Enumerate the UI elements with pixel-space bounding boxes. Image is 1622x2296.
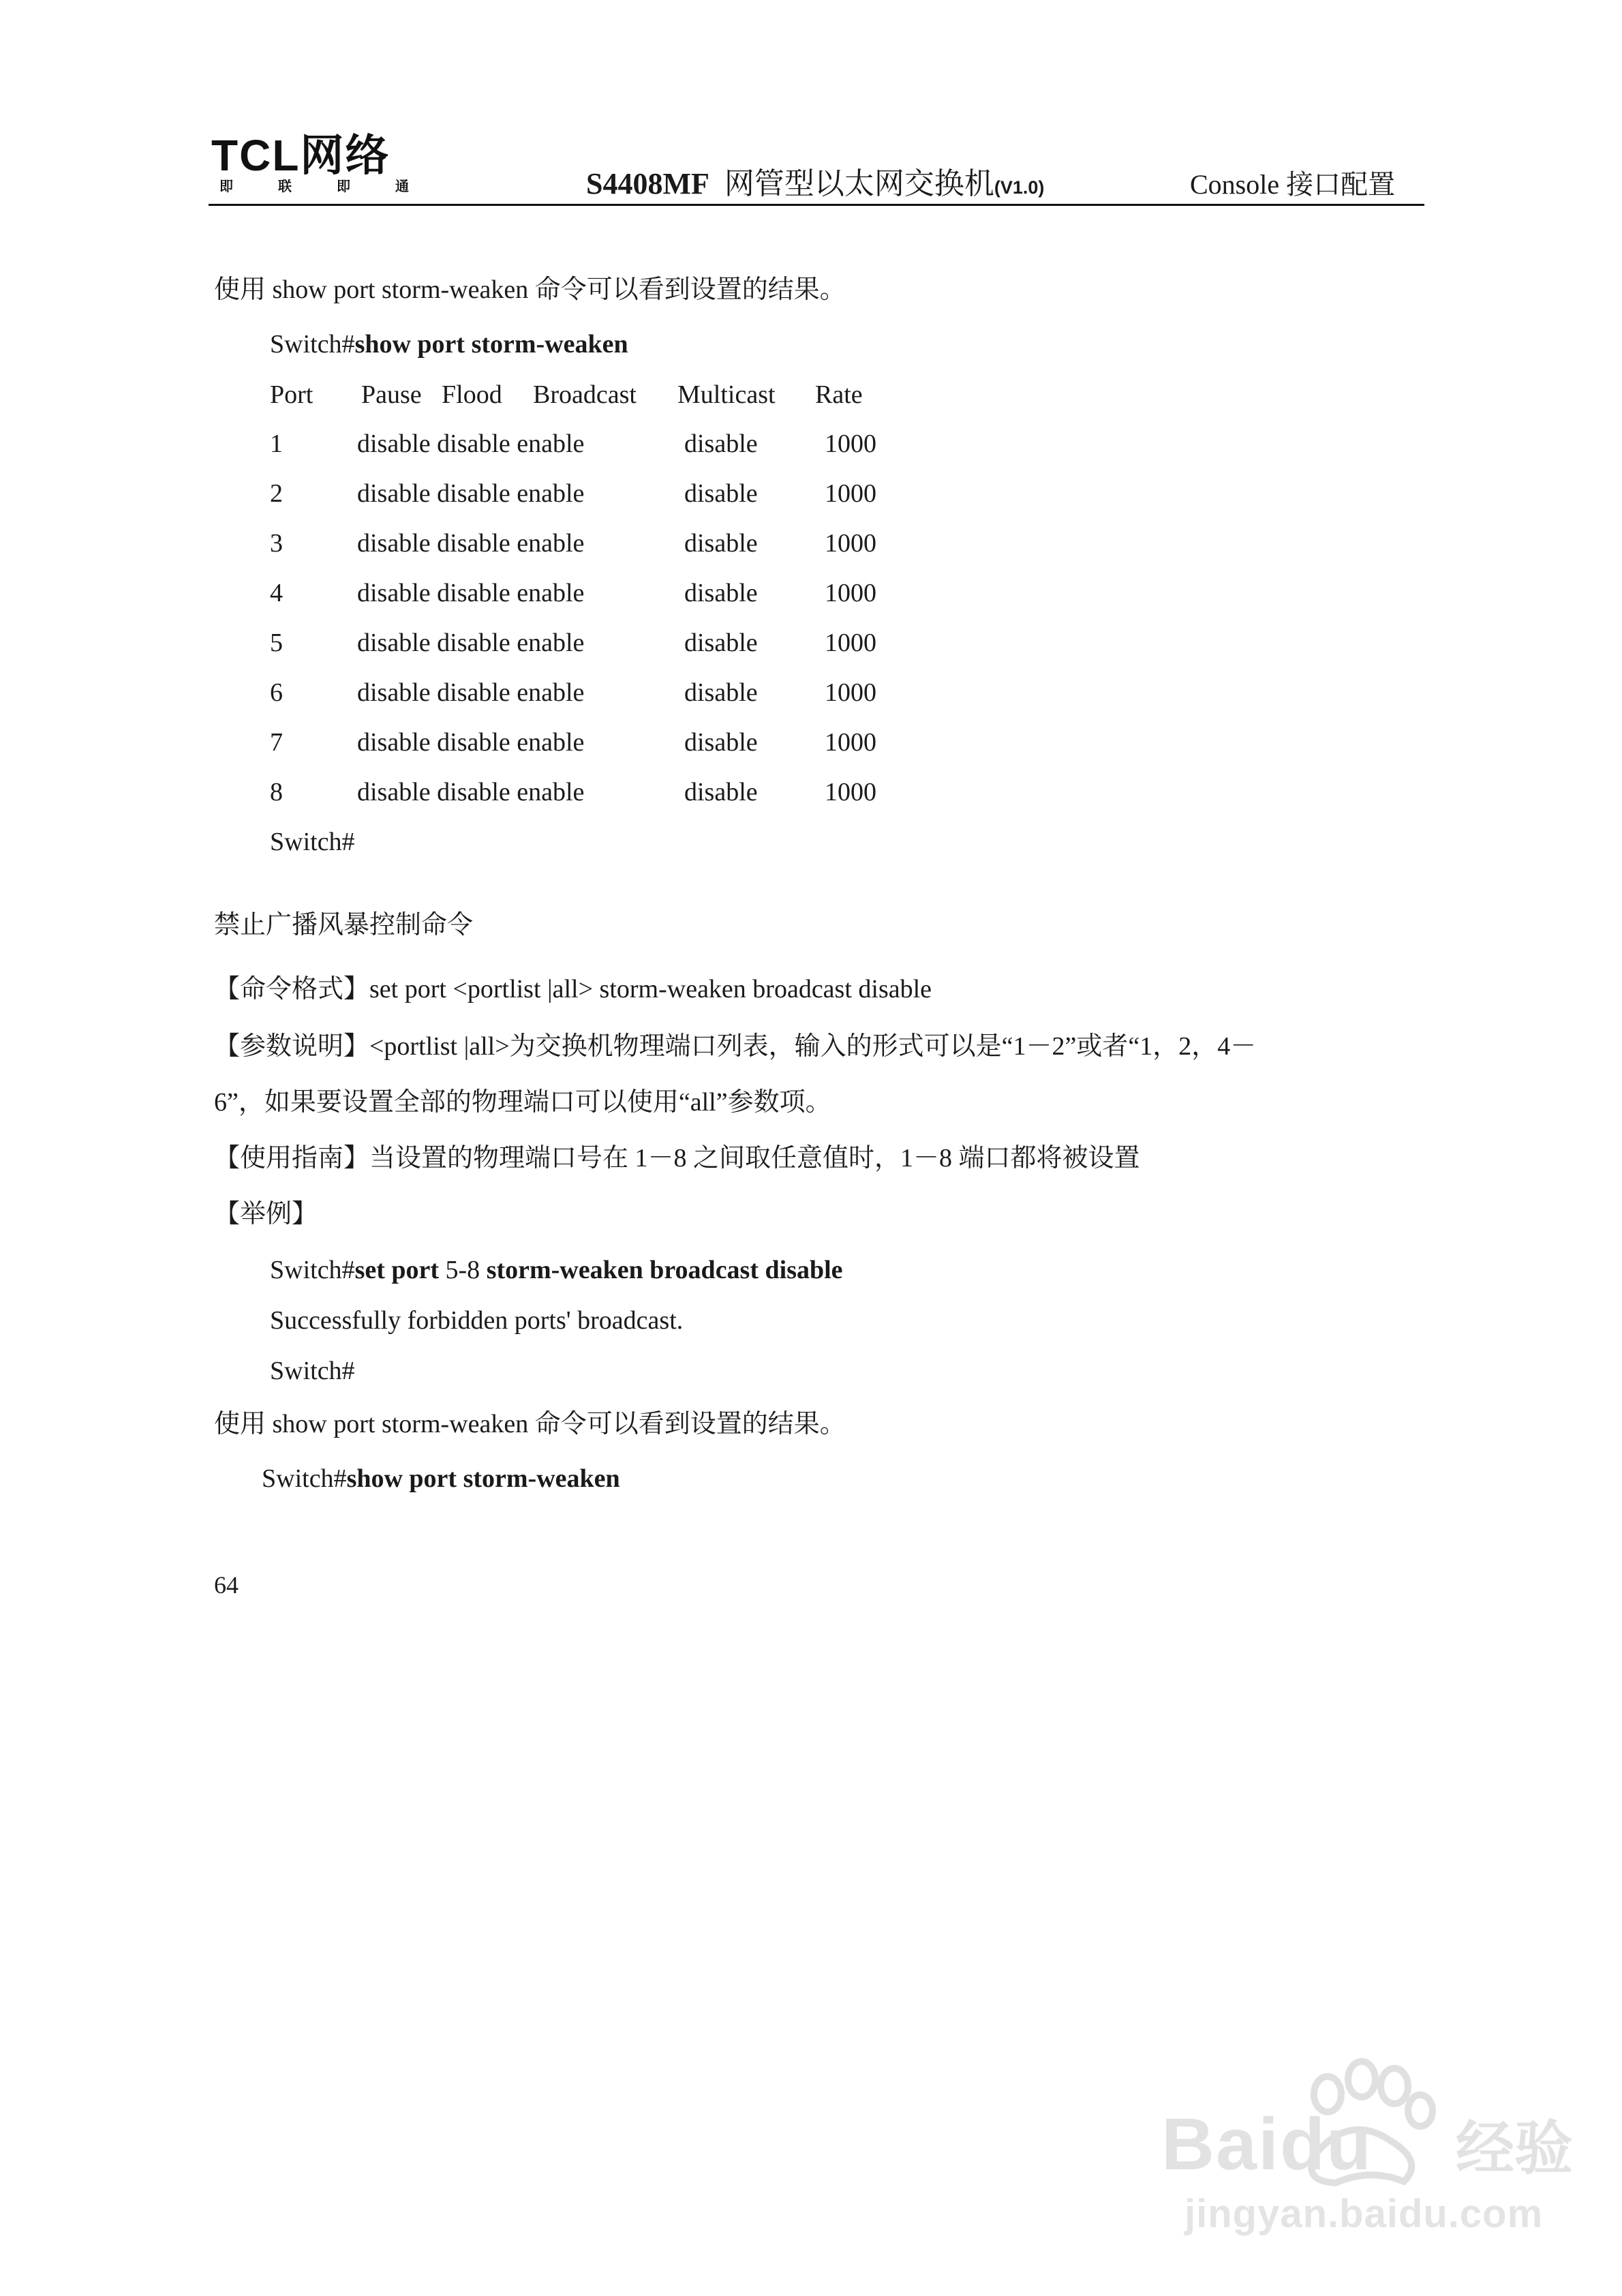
port-cell: 8 xyxy=(270,778,283,806)
pause-flood-broadcast-cell: disable disable enable xyxy=(357,728,585,757)
multicast-cell: disable xyxy=(684,429,758,458)
usage-guide: 【使用指南】当设置的物理端口号在 1－8 之间取任意值时，1－8 端口都将被设置 xyxy=(214,1144,1140,1173)
example-end-prompt: Switch# xyxy=(270,1357,355,1385)
rate-cell: 1000 xyxy=(825,728,876,757)
example-command xyxy=(270,1254,843,1286)
pause-flood-broadcast-cell: disable disable enable xyxy=(357,529,585,558)
prompt: Switch# xyxy=(270,1256,355,1284)
header-version: (V1.0) xyxy=(994,177,1045,198)
table-header xyxy=(0,379,954,410)
port-cell: 1 xyxy=(270,429,283,458)
parameter-description-1: 【参数说明】<portlist |all>为交换机物理端口列表，输入的形式可以是“1－2”或者“1，2，4－ xyxy=(214,1032,1257,1061)
port-cell: 5 xyxy=(270,629,283,657)
table-row xyxy=(0,776,954,808)
tcl-logo: TCL网络 xyxy=(211,131,391,180)
rate-cell: 1000 xyxy=(825,629,876,657)
header-section: Console 接口配置 xyxy=(1190,169,1396,200)
tcl-logo-slogan: 即联即通 xyxy=(219,178,454,194)
table-row xyxy=(0,677,954,708)
rate-cell: 1000 xyxy=(825,529,876,558)
rate-cell: 1000 xyxy=(825,429,876,458)
port-cell: 3 xyxy=(270,529,283,558)
section-heading: 禁止广播风暴控制命令 xyxy=(214,911,474,939)
pause-flood-broadcast-cell: disable disable enable xyxy=(357,678,585,707)
header-rule xyxy=(209,204,1424,206)
multicast-cell: disable xyxy=(684,479,758,508)
parameter-description-2: 6”，如果要设置全部的物理端口可以使用“all”参数项。 xyxy=(214,1088,831,1117)
pause-flood-broadcast-cell: disable disable enable xyxy=(357,778,585,806)
command: show port storm-weaken xyxy=(346,1464,620,1493)
port-cell: 7 xyxy=(270,728,283,757)
example-response: Successfully forbidden ports' broadcast. xyxy=(270,1306,684,1335)
command-ports: 5-8 xyxy=(439,1256,487,1284)
intro-text-2: 使用 show port storm-weaken 命令可以看到设置的结果。 xyxy=(214,1410,846,1438)
table-row xyxy=(0,528,954,559)
rate-cell: 1000 xyxy=(825,479,876,508)
header-product-name: 网管型以太网交换机 xyxy=(724,167,994,200)
multicast-cell: disable xyxy=(684,579,758,607)
table-end-prompt: Switch# xyxy=(270,828,355,856)
multicast-cell: disable xyxy=(684,678,758,707)
header-title xyxy=(586,166,1044,205)
col-header-pause: Pause xyxy=(361,380,422,409)
table-row xyxy=(0,577,954,609)
intro-text-1: 使用 show port storm-weaken 命令可以看到设置的结果。 xyxy=(214,275,846,304)
multicast-cell: disable xyxy=(684,728,758,757)
port-cell: 6 xyxy=(270,678,283,707)
table-row xyxy=(0,727,954,758)
pause-flood-broadcast-cell: disable disable enable xyxy=(357,579,585,607)
watermark-url: jingyan.baidu.com xyxy=(1184,2192,1544,2236)
command-part-a: set port xyxy=(354,1256,440,1284)
rate-cell: 1000 xyxy=(825,678,876,707)
col-header-port: Port xyxy=(270,380,313,409)
example-label: 【举例】 xyxy=(214,1200,318,1228)
pause-flood-broadcast-cell: disable disable enable xyxy=(357,629,585,657)
multicast-cell: disable xyxy=(684,629,758,657)
command-part-c: storm-weaken broadcast disable xyxy=(486,1256,843,1284)
command: show port storm-weaken xyxy=(354,330,628,359)
header-model: S4408MF xyxy=(586,167,709,200)
table-row xyxy=(0,428,954,459)
multicast-cell: disable xyxy=(684,529,758,558)
command-line-1 xyxy=(270,329,628,360)
page-number: 64 xyxy=(214,1571,239,1599)
port-cell: 2 xyxy=(270,479,283,508)
command-line-2 xyxy=(262,1463,620,1494)
rate-cell: 1000 xyxy=(825,778,876,806)
col-header-multicast: Multicast xyxy=(677,380,776,409)
table-row xyxy=(0,478,954,509)
col-header-broadcast: Broadcast xyxy=(533,380,637,409)
rate-cell: 1000 xyxy=(825,579,876,607)
port-cell: 4 xyxy=(270,579,283,607)
col-header-flood: Flood xyxy=(442,380,502,409)
prompt: Switch# xyxy=(270,330,355,359)
command-format: 【命令格式】set port <portlist |all> storm-weaken broadcast disable xyxy=(214,975,932,1003)
table-row xyxy=(0,627,954,659)
pause-flood-broadcast-cell: disable disable enable xyxy=(357,479,585,508)
watermark-product: 经验 xyxy=(1456,2115,1573,2183)
pause-flood-broadcast-cell: disable disable enable xyxy=(357,429,585,458)
watermark-brand: Baidu xyxy=(1161,2102,1373,2185)
col-header-rate: Rate xyxy=(815,380,863,409)
prompt: Switch# xyxy=(262,1464,347,1493)
multicast-cell: disable xyxy=(684,778,758,806)
